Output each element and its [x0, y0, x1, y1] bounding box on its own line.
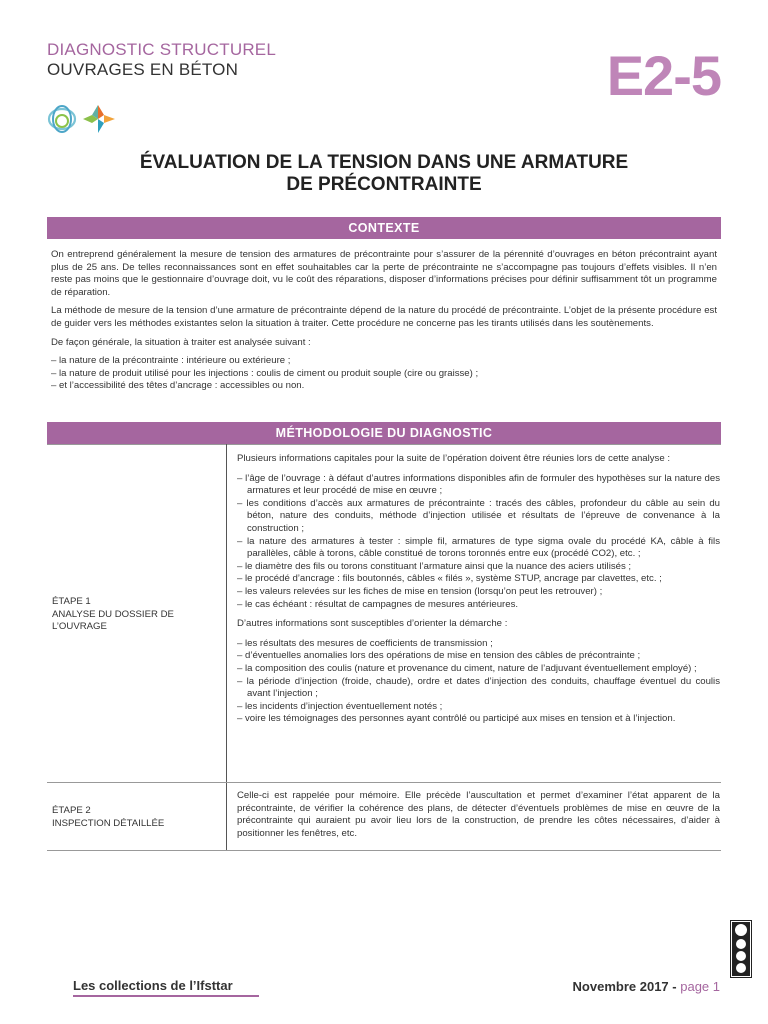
table-column-divider — [226, 783, 227, 850]
contexte-paragraph: La méthode de mesure de la tension d’une armature de précontrainte dépend de la nature du procédé de précontrainte. L’objet de la présente procédure est de guider vers les méthodes existantes selon la situation à traiter. Cette procédure ne concerne pas les tirants utilisés dans les soutènements. — [51, 305, 717, 329]
creative-commons-icon — [730, 920, 752, 978]
contexte-paragraph: On entreprend généralement la mesure de tension des armatures de précontrainte pour s’assurer de la pérennité d’ouvrages en béton précontraint ayant plus de 25 ans. De telles reconnaissances sont en effet souhaitables car la perte de précontrainte ne s’accompagne pas toujours d’effets visibles. Il n’en reste pas moins que le gestionnaire d’ouvrage doit, vu le coût des réparations, disposer d’informations précises pour définir suffisamment tôt un programme de réparation. — [51, 249, 717, 298]
series-title: DIAGNOSTIC STRUCTUREL — [47, 40, 276, 59]
list-item: – la nature de produit utilisé pour les injections : coulis de ciment ou produit souple (cire ou graisse) ; — [51, 367, 479, 379]
section-header-contexte: CONTEXTE — [47, 217, 721, 239]
section-header-methodologie: MÉTHODOLOGIE DU DIAGNOSTIC — [47, 422, 721, 444]
footer-date — [573, 979, 720, 994]
step1-label — [52, 596, 222, 634]
step2-label — [52, 805, 222, 830]
list-item: – les incidents d’injection éventuellement notés ; — [237, 700, 443, 712]
list-item: – la nature des armatures à tester : simple fil, armatures de type sigma ovale du procédé KA, câble à fils parallèles, câble à torons, câble constitué de torons toronnés entre eux (procédé CO2), etc. ; — [237, 535, 720, 560]
footer-underline — [73, 995, 259, 997]
list-item: – d’éventuelles anomalies lors des opérations de mise en tension des câbles de précontrainte ; — [237, 650, 641, 662]
step1-content — [237, 453, 720, 733]
contexte-paragraph: De façon générale, la situation à traiter est analysée suivant : — [51, 336, 311, 348]
contexte-list — [51, 355, 717, 393]
list-item: – le cas échéant : résultat de campagnes de mesures antérieures. — [237, 598, 519, 610]
ifsttar-logo-icon — [49, 106, 75, 132]
table-divider — [47, 850, 721, 851]
footer-date-text: Novembre 2017 - — [572, 979, 677, 994]
step1-title-cont: L’OUVRAGE — [52, 621, 107, 633]
step2-content — [237, 790, 720, 847]
list-item: – les conditions d’accès aux armatures de précontrainte : tracés des câbles, profondeur du câble au sein du béton, nature des conduits, méthode d’injection utilisée et résultats de l’épreuve de convenance à la construction ; — [237, 497, 720, 534]
page-number: page 1 — [680, 979, 720, 994]
list-item: – les résultats des mesures de coefficients de transmission ; — [237, 637, 493, 649]
step2-number: ÉTAPE 2 — [52, 805, 91, 816]
cerema-logo-icon — [83, 105, 115, 133]
step1-title: ANALYSE DU DOSSIER DE — [52, 608, 174, 620]
step1-number: ÉTAPE 1 — [52, 596, 91, 607]
table-divider — [47, 444, 721, 445]
list-item: – les valeurs relevées sur les fiches de mise en tension (lorsqu’on peut les retrouver) ; — [237, 585, 603, 597]
main-title-line2: DE PRÉCONTRAINTE — [286, 174, 482, 195]
step1-intro: Plusieurs informations capitales pour la suite de l’opération doivent être réunies lors de cette analyse : — [237, 453, 671, 464]
partner-logos — [46, 102, 118, 136]
list-item: – la composition des coulis (nature et provenance du ciment, nature de l’adjuvant éventuellement employé) ; — [237, 662, 697, 674]
list-item: – le procédé d’ancrage : fils boutonnés, câbles « filés », système STUP, ancrage par clavettes, etc. ; — [237, 573, 662, 585]
list-item: – l’âge de l’ouvrage : à défaut d’autres informations disponibles afin de formuler des hypothèses sur la nature des armatures et leur procédé de mise en œuvre ; — [237, 472, 720, 497]
contexte-body — [51, 249, 717, 393]
step1-list-b — [237, 638, 720, 726]
list-item: – la période d’injection (froide, chaude), ordre et dates d’injection des conduits, chauffage éventuel du coulis avant l’injection ; — [237, 675, 720, 700]
footer-collection: Les collections de l’Ifsttar — [73, 978, 233, 993]
table-column-divider — [226, 444, 227, 782]
step1-list-a — [237, 473, 720, 612]
series-subtitle: OUVRAGES EN BÉTON — [47, 60, 239, 79]
main-title-line1: ÉVALUATION DE LA TENSION DANS UNE ARMATURE — [139, 152, 629, 173]
document-code: E2-5 — [606, 44, 721, 107]
list-item: – voire les témoignages des personnes ayant contrôlé ou participé aux mises en tension et à l’injection. — [237, 713, 676, 725]
step1-middle: D’autres informations sont susceptibles d’orienter la démarche : — [237, 618, 508, 630]
list-item: – et l’accessibilité des têtes d’ancrage : accessibles ou non. — [51, 380, 305, 392]
step2-text: Celle-ci est rappelée pour mémoire. Elle précède l’auscultation et permet d’examiner l’état apparent de la précontrainte, de vérifier la cohérence des plans, de détecter d’éventuels problèmes de mise en œuvre de la précontrainte qui auraient pu avoir lieu lors de la construction, de prendre les côtes nécessaires, d’aider à positionner les fenêtres, etc. — [237, 790, 720, 839]
step2-title: INSPECTION DÉTAILLÉE — [52, 817, 165, 829]
list-item: – le diamètre des fils ou torons constituant l’armature ainsi que la nuance des aciers utilisés ; — [237, 560, 632, 572]
table-divider — [47, 782, 721, 783]
main-title — [40, 152, 728, 196]
list-item: – la nature de la précontrainte : intérieure ou extérieure ; — [51, 355, 291, 367]
